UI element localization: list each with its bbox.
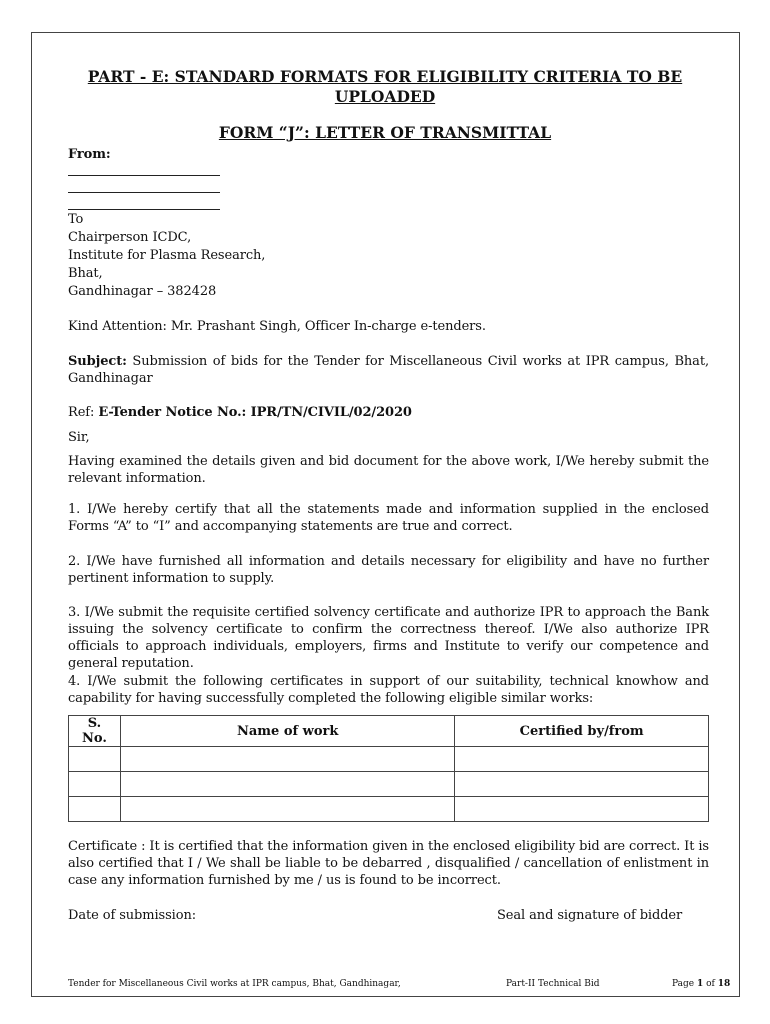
col-header-name-of-work: Name of work: [120, 716, 454, 747]
reference-line: [68, 404, 412, 421]
salutation: Sir,: [68, 430, 90, 445]
subject-line: [68, 353, 709, 387]
col-header-sno: S. No.: [69, 716, 121, 747]
subject-label: Subject:: [68, 354, 127, 369]
from-label: From:: [68, 147, 111, 162]
table-cell[interactable]: [455, 772, 709, 797]
point-1: 1. I/We hereby certify that all the statements made and information supplied in the enclosed Forms “A” to “I” and accompanying statements are true and correct.: [68, 502, 709, 534]
table-row: [69, 747, 709, 772]
from-blank-line-3: [68, 209, 220, 210]
table-cell[interactable]: [120, 797, 454, 822]
ref-number: E-Tender Notice No.: IPR/TN/CIVIL/02/2020: [98, 405, 412, 420]
footer-tender-name: Tender for Miscellaneous Civil works at IPR campus, Bhat, Gandhinagar,: [68, 979, 401, 989]
from-blank-line-2: [68, 192, 220, 193]
form-title: FORM “J”: LETTER OF TRANSMITTAL: [218, 123, 552, 142]
footer-page-sep: of: [703, 979, 718, 989]
point-4: 4. I/We submit the following certificates in support of our suitability, technical knowhow and capability for having successfully completed the following eligible similar works:: [68, 674, 709, 706]
table-header-row: [69, 716, 709, 747]
table-cell[interactable]: [120, 747, 454, 772]
footer-page-current: 1: [696, 979, 704, 989]
seal-signature-label: Seal and signature of bidder: [497, 908, 683, 923]
table-cell[interactable]: [69, 747, 121, 772]
table-cell[interactable]: [455, 747, 709, 772]
to-line-4: Gandhinagar – 382428: [68, 284, 217, 299]
similar-works-table: [68, 715, 709, 822]
footer-page-prefix: Page: [672, 979, 697, 989]
footer-page-number: [672, 979, 730, 990]
footer-part-label: Part-II Technical Bid: [506, 979, 600, 989]
certificate-paragraph: Certificate : It is certified that the information given in the enclosed eligibility bid are correct. It is also certified that I / We shall be liable to be debarred , disqualified / cancellation of enlistment in case any information furnished by me / us is found to be incorrect.: [68, 839, 709, 888]
footer-page-total: 18: [717, 979, 731, 989]
intro-paragraph: Having examined the details given and bid document for the above work, I/We hereby submit the relevant information.: [68, 454, 709, 486]
to-line-2: Institute for Plasma Research,: [68, 248, 266, 263]
document-title: PART - E: STANDARD FORMATS FOR ELIGIBILITY CRITERIA TO BE UPLOADED: [87, 67, 683, 106]
table-cell[interactable]: [69, 797, 121, 822]
table-cell[interactable]: [455, 797, 709, 822]
ref-label: Ref:: [68, 405, 99, 420]
point-3: 3. I/We submit the requisite certified solvency certificate and authorize IPR to approach the Bank issuing the solvency certificate to confirm the correctness thereof. I/We also authorize IPR officials to approach individuals, employers, firms and Institute to verify our competence and general reputation.: [68, 605, 709, 671]
from-blank-line-1: [68, 175, 220, 176]
point-2: 2. I/We have furnished all information and details necessary for eligibility and have no further pertinent information to supply.: [68, 554, 709, 586]
table-cell[interactable]: [69, 772, 121, 797]
col-header-certified-by: Certified by/from: [455, 716, 709, 747]
to-label: To: [68, 212, 84, 227]
to-line-3: Bhat,: [68, 266, 103, 281]
to-line-1: Chairperson ICDC,: [68, 230, 192, 245]
table-cell[interactable]: [120, 772, 454, 797]
table-row: [69, 797, 709, 822]
table-row: [69, 772, 709, 797]
subject-text: Submission of bids for the Tender for Miscellaneous Civil works at IPR campus, Bhat, Gandhinagar: [68, 354, 709, 386]
kind-attention: Kind Attention: Mr. Prashant Singh, Officer In-charge e-tenders.: [68, 319, 486, 334]
date-of-submission-label: Date of submission:: [68, 908, 197, 923]
